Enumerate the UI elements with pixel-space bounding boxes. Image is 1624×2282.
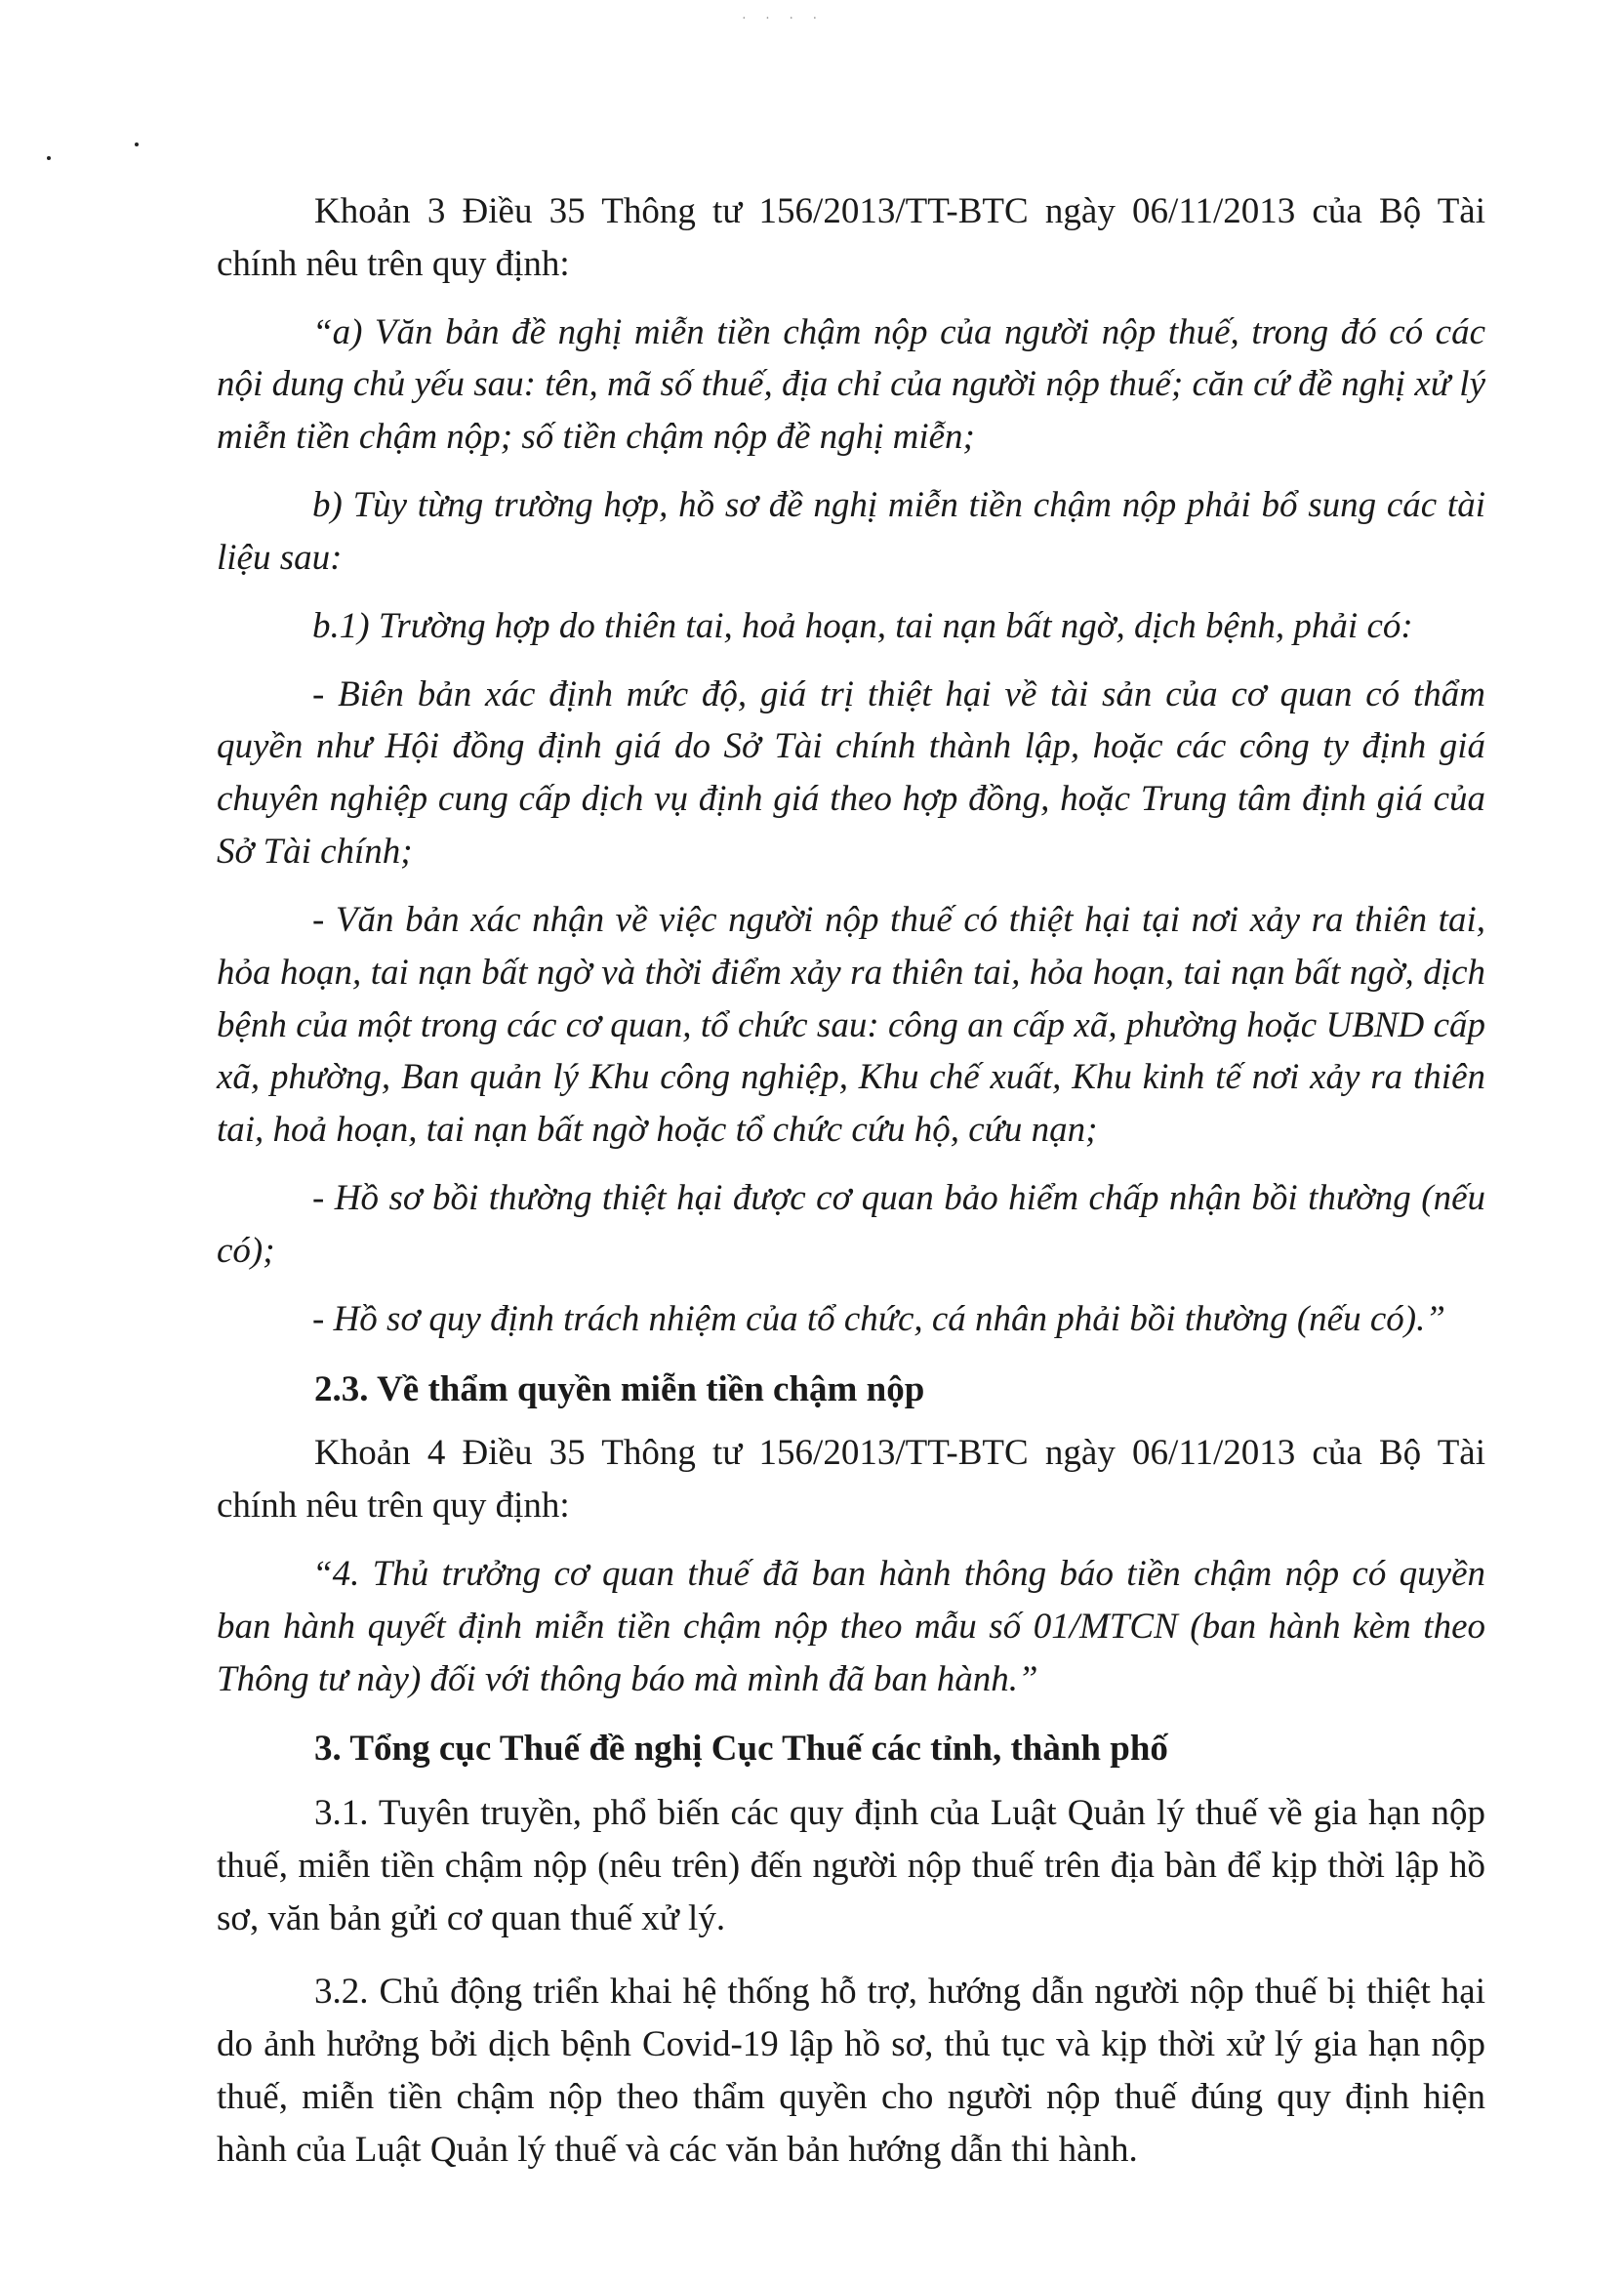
- quote-dash-4: - Hồ sơ quy định trách nhiệm của tổ chức, cá nhân phải bồi thường (nếu có).”: [312, 1298, 1445, 1339]
- quote-item-a: “a) Văn bản đề nghị miễn tiền chậm nộp của người nộp thuế, trong đó có các nội dung chủ yếu sau: tên, mã số thuế, địa chỉ của người nộp thuế; căn cứ đề nghị xử lý miễn tiền chậm nộp; số tiền chậm nộp đề nghị miễn;: [217, 311, 1485, 458]
- quote-dash-1: - Biên bản xác định mức độ, giá trị thiệt hại về tài sản của cơ quan có thẩm quyền như Hội đồng định giá do Sở Tài chính thành lập, hoặc các công ty định giá chuyên nghiệp cung cấp dịch vụ định giá theo hợp đồng, hoặc Trung tâm định giá của Sở Tài chính;: [217, 673, 1485, 873]
- paragraph-3-2: 3.2. Chủ động triển khai hệ thống hỗ trợ, hướng dẫn người nộp thuế bị thiệt hại do ảnh hưởng bởi dịch bệnh Covid-19 lập hồ sơ, thủ tục và kịp thời xử lý gia hạn nộp thuế, miễn tiền chậm nộp theo thẩm quyền cho người nộp thuế đúng quy định hiện hành của Luật Quản lý thuế và các văn bản hướng dẫn thi hành.: [217, 1972, 1485, 2170]
- paragraph-khoan-3: Khoản 3 Điều 35 Thông tư 156/2013/TT-BTC ngày 06/11/2013 của Bộ Tài chính nêu trên quy định:: [217, 191, 1485, 284]
- paragraph-khoan-4: Khoản 4 Điều 35 Thông tư 156/2013/TT-BTC ngày 06/11/2013 của Bộ Tài chính nêu trên quy định:: [217, 1433, 1485, 1527]
- scan-marks: · · · ·: [742, 12, 826, 26]
- document-body: [217, 185, 1485, 2177]
- quote-item-4: “4. Thủ trưởng cơ quan thuế đã ban hành thông báo tiền chậm nộp có quyền ban hành quyết định miễn tiền chậm nộp theo mẫu số 01/MTCN (ban hành kèm theo Thông tư này) đối với thông báo mà mình đã ban hành.”: [217, 1553, 1485, 1699]
- heading-3: 3. Tổng cục Thuế đề nghị Cục Thuế các tỉnh, thành phố: [314, 1729, 1168, 1770]
- heading-2-3: 2.3. Về thẩm quyền miễn tiền chậm nộp: [314, 1368, 925, 1409]
- quote-dash-2: - Văn bản xác nhận về việc người nộp thuế có thiệt hại tại nơi xảy ra thiên tai, hỏa hoạn, tai nạn bất ngờ và thời điểm xảy ra thiên tai, hỏa hoạn, tai nạn bất ngờ, dịch bệnh của một trong các cơ quan, tổ chức sau: công an cấp xã, phường hoặc UBND cấp xã, phường, Ban quản lý Khu công nghiệp, Khu chế xuất, Khu kinh tế nơi xảy ra thiên tai, hoả hoạn, tai nạn bất ngờ hoặc tổ chức cứu hộ, cứu nạn;: [217, 899, 1485, 1151]
- paragraph-3-1: 3.1. Tuyên truyền, phổ biến các quy định của Luật Quản lý thuế về gia hạn nộp thuế, miễn tiền chậm nộp (nêu trên) đến người nộp thuế trên địa bàn để kịp thời lập hồ sơ, văn bản gửi cơ quan thuế xử lý.: [217, 1792, 1485, 1938]
- quote-item-b1: b.1) Trường hợp do thiên tai, hoả hoạn, tai nạn bất ngờ, dịch bệnh, phải có:: [312, 605, 1413, 646]
- quote-dash-3: - Hồ sơ bồi thường thiệt hại được cơ quan bảo hiểm chấp nhận bồi thường (nếu có);: [217, 1178, 1485, 1271]
- quote-item-b: b) Tùy từng trường hợp, hồ sơ đề nghị miễn tiền chậm nộp phải bổ sung các tài liệu sau:: [217, 485, 1485, 578]
- scan-dot: [135, 143, 139, 146]
- scan-dot: [47, 156, 51, 160]
